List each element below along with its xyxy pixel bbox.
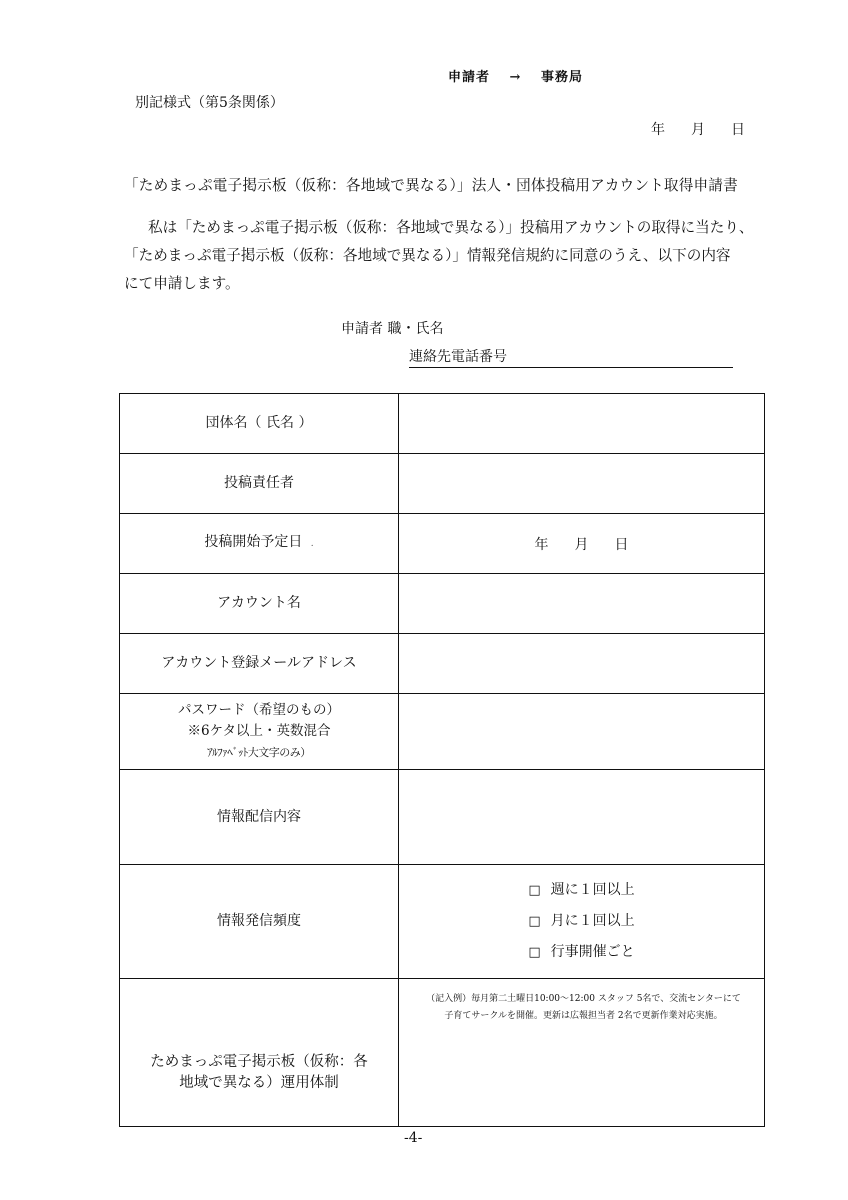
submission-date: [651, 119, 745, 139]
option-label: 月に１回以上: [550, 913, 635, 929]
org-name-field[interactable]: [399, 394, 765, 454]
table-row: [120, 865, 765, 979]
table-row: [120, 514, 765, 574]
option-label: 週に１回以上: [550, 882, 635, 898]
content-field[interactable]: [399, 770, 765, 865]
checkbox-icon[interactable]: □: [528, 914, 541, 929]
start-date-dot: .: [310, 539, 314, 549]
frequency-option-weekly[interactable]: [399, 875, 764, 906]
operation-system-label: 地域で異なる）運用体制: [179, 1074, 339, 1091]
email-field[interactable]: [399, 634, 765, 694]
start-date-label-cell: [120, 514, 399, 574]
declaration-line: 「ためまっぷ電子掲示板（仮称：各地域で異なる）」情報発信規約に同意のうえ、以下の内容: [124, 247, 731, 264]
page-number: -4-: [404, 1130, 423, 1146]
routing-to: 事務局: [540, 70, 583, 85]
applicant-name-label: 申請者 職・氏名: [341, 321, 444, 337]
form-style-label: 別記様式（第5条関係）: [135, 95, 284, 111]
password-requirement-note: ｱﾙﾌｧﾍﾞｯﾄ大文字のみ）: [207, 746, 311, 759]
table-row: [120, 574, 765, 634]
org-name-label: 団体名（ 氏名 ）: [120, 394, 399, 454]
account-name-field[interactable]: [399, 574, 765, 634]
option-label: 行事開催ごと: [550, 944, 635, 960]
start-year-label: 年: [534, 536, 549, 553]
start-month-label: 月: [574, 536, 589, 553]
operation-system-field[interactable]: [399, 979, 765, 1127]
email-label: アカウント登録メールアドレス: [120, 634, 399, 694]
frequency-option-monthly[interactable]: [399, 906, 764, 937]
operation-system-label-cell: [120, 979, 399, 1127]
example-text: （記入例）毎月第二土曜日10:00～12:00 スタッフ 5名で、交流センターにて: [426, 994, 741, 1004]
table-row: [120, 979, 765, 1127]
declaration-line: 私は「ためまっぷ電子掲示板（仮称：各地域で異なる）」投稿用アカウントの取得に当たり、: [148, 219, 754, 236]
table-row: [120, 634, 765, 694]
start-day-label: 日: [614, 536, 629, 553]
date-day-label: 日: [731, 122, 745, 138]
applicant-phone-label: 連絡先電話番号: [409, 349, 507, 365]
declaration-text: [124, 214, 754, 298]
start-date-label: 投稿開始予定日: [204, 534, 303, 550]
page-title: 「ためまっぷ電子掲示板（仮称：各地域で異なる）」法人・団体投稿用アカウント取得申請書: [124, 177, 738, 194]
routing-arrow-icon: →: [509, 70, 522, 85]
frequency-option-per-event[interactable]: [399, 937, 764, 968]
password-label: パスワード（希望のもの）: [178, 702, 340, 718]
application-table: [119, 393, 765, 1127]
table-row: [120, 694, 765, 770]
applicant-phone-field[interactable]: [409, 346, 733, 368]
poster-label: 投稿責任者: [120, 454, 399, 514]
password-label-cell: [120, 694, 399, 770]
example-text: 子育てサークルを開催。更新は広報担当者 2名で更新作業対応実施。: [444, 1011, 723, 1021]
routing-line: [448, 66, 583, 85]
table-row: [120, 394, 765, 454]
password-field[interactable]: [399, 694, 765, 770]
poster-field[interactable]: [399, 454, 765, 514]
routing-from: 申請者: [448, 70, 491, 85]
date-year-label: 年: [651, 122, 665, 138]
content-label: 情報配信内容: [120, 770, 399, 865]
operation-system-label: ためまっぷ電子掲示板（仮称：各: [150, 1053, 368, 1070]
password-requirement: ※6ケタ以上・英数混合: [187, 723, 331, 739]
checkbox-icon[interactable]: □: [528, 945, 541, 960]
frequency-label: 情報発信頻度: [120, 865, 399, 979]
date-month-label: 月: [691, 122, 705, 138]
start-date-field[interactable]: [399, 514, 765, 574]
table-row: [120, 770, 765, 865]
checkbox-icon[interactable]: □: [528, 883, 541, 898]
declaration-line: にて申請します。: [124, 275, 240, 292]
frequency-options: [399, 865, 765, 979]
table-row: [120, 454, 765, 514]
account-name-label: アカウント名: [120, 574, 399, 634]
